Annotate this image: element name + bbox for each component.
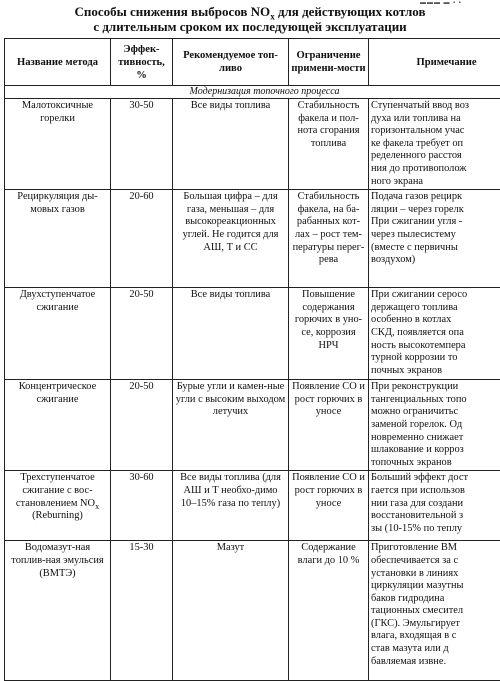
- note-line: ного экрана: [371, 176, 500, 189]
- note-line: гается при использов: [371, 485, 500, 498]
- cell-effect: 20-60: [111, 190, 173, 288]
- table-row: [5, 288, 500, 380]
- note-line: зы (10-15% по теплу: [371, 523, 500, 536]
- cell-note: [369, 99, 500, 190]
- note-line: ность высокотемпера: [371, 340, 500, 353]
- note-line: (вместе с первичны: [371, 242, 500, 255]
- header-note: Примечание: [369, 39, 500, 86]
- note-line: Подача газов рецирк: [371, 191, 500, 204]
- note-line: Ступенчатый ввод воз: [371, 100, 500, 113]
- cell-note: [369, 471, 500, 541]
- cell-effect: 15-30: [111, 541, 173, 681]
- note-line: При реконструкции: [371, 381, 500, 394]
- cell-note: [369, 288, 500, 380]
- cell-method: [5, 471, 111, 541]
- note-line: восстановительной з: [371, 510, 500, 523]
- title-line-1-tail: для действующих котлов: [275, 4, 426, 19]
- note-line: ния до противополож: [371, 163, 500, 176]
- cell-method: Двухступенчатое сжигание: [5, 288, 111, 380]
- note-line: новременно снижает: [371, 432, 500, 445]
- cell-fuel: Все виды топлива: [173, 288, 289, 380]
- cell-method-tail: (Reburning): [32, 510, 83, 521]
- note-line: установки в линиях: [371, 568, 500, 581]
- note-line: При сжигании угля -: [371, 216, 500, 229]
- cell-fuel: Большая цифра – для газа, меньшая – для высокореакционных углей. Не годится для АШ, Т и СС: [173, 190, 289, 288]
- note-line: Приготовление ВМ: [371, 542, 500, 555]
- note-line: горизонтальном учас: [371, 125, 500, 138]
- header-fuel: Рекомендуемое топ-ливо: [173, 39, 289, 86]
- title-line-1-text: Способы снижения выбросов NO: [74, 4, 270, 19]
- note-line: обеспечивается за с: [371, 555, 500, 568]
- note-line: ляции – через горелк: [371, 204, 500, 217]
- cell-fuel: Мазут: [173, 541, 289, 681]
- note-line: турной коррозии то: [371, 352, 500, 365]
- note-line: тангенциальных топо: [371, 394, 500, 407]
- cell-effect: 20-50: [111, 288, 173, 380]
- cell-method: Водомазут-ная топлив-ная эмульсия (ВМТЭ): [5, 541, 111, 681]
- cell-note: [369, 190, 500, 288]
- note-line: можно ограничитьс: [371, 406, 500, 419]
- section-label: Модернизация топочного процесса: [5, 86, 500, 99]
- cell-limits: Появление СО и рост горючих в уносе: [289, 471, 369, 541]
- table-row: [5, 471, 500, 541]
- note-line: особенно в котлах: [371, 314, 500, 327]
- title-subscript: x: [270, 12, 275, 22]
- table-row: [5, 190, 500, 288]
- header-method: Название метода: [5, 39, 111, 86]
- cell-method: Концентрическое сжигание: [5, 380, 111, 471]
- cell-note: [369, 541, 500, 681]
- title-line-1: [0, 4, 500, 19]
- cell-method: Малотоксичные горелки: [5, 99, 111, 190]
- table-row: [5, 541, 500, 681]
- cell-effect: 30-60: [111, 471, 173, 541]
- cell-note: [369, 380, 500, 471]
- header-effect: Эффек-тивность, %: [111, 39, 173, 86]
- cell-effect: 20-50: [111, 380, 173, 471]
- note-line: влага, входящая в с: [371, 630, 500, 643]
- title-line-2: с длительным сроком их последующей эксплуатации: [0, 19, 500, 34]
- section-row: [5, 86, 500, 99]
- cell-method-subscript: x: [95, 502, 99, 511]
- note-line: Больший эффект дост: [371, 472, 500, 485]
- note-line: держащего топлива: [371, 302, 500, 315]
- note-line: ределенного расстоя: [371, 150, 500, 163]
- cell-limits: Содержание влаги до 10 %: [289, 541, 369, 681]
- note-line: шлакование и корроз: [371, 444, 500, 457]
- note-line: ке факела требует оп: [371, 138, 500, 151]
- table-header-row: [5, 39, 500, 86]
- cell-method: Рециркуляция ды-мовых газов: [5, 190, 111, 288]
- cell-method-text: Трехступенчатое сжигание с вос-становлением NO: [16, 472, 95, 508]
- note-line: баков гидродина: [371, 593, 500, 606]
- note-line: топочных экранов: [371, 457, 500, 470]
- note-line: циркуляции мазутны: [371, 580, 500, 593]
- table-row: [5, 380, 500, 471]
- table-row: [5, 99, 500, 190]
- note-line: бавляемая извне.: [371, 656, 500, 669]
- cell-limits: Появление СО и рост горючих в уносе: [289, 380, 369, 471]
- note-line: тационных смесител: [371, 605, 500, 618]
- note-line: заменой горелок. Од: [371, 419, 500, 432]
- cell-fuel: Бурые угли и камен-ные угли с высоким выходом летучих: [173, 380, 289, 471]
- cell-limits: Стабильность факела, на ба-рабанных кот-лах – рост тем-пературы перег-рева: [289, 190, 369, 288]
- cell-fuel: Все виды топлива: [173, 99, 289, 190]
- header-limits: Ограничение примени-мости: [289, 39, 369, 86]
- note-line: духа или топлива на: [371, 113, 500, 126]
- note-line: нии газа для создани: [371, 498, 500, 511]
- note-line: При сжигании серосо: [371, 289, 500, 302]
- note-line: почных экранов: [371, 365, 500, 378]
- cell-fuel: Все виды топлива (для АШ и Т необхо-димо 10–15% газа по теплу): [173, 471, 289, 541]
- note-line: через пылесистему: [371, 229, 500, 242]
- note-line: (ГКС). Эмульгирует: [371, 618, 500, 631]
- page-title: [0, 4, 500, 34]
- methods-table: [4, 38, 500, 681]
- cell-limits: Стабильность факела и пол-нота сгорания топлива: [289, 99, 369, 190]
- cell-effect: 30-50: [111, 99, 173, 190]
- corner-mark: ▬▬▬ ▬ ▪ ▪: [420, 0, 462, 6]
- note-line: воздухом): [371, 254, 500, 267]
- note-line: СКД, появляется опа: [371, 327, 500, 340]
- cell-limits: Повышение содержания горючих в уно-се, коррозия НРЧ: [289, 288, 369, 380]
- note-line: став мазута или д: [371, 643, 500, 656]
